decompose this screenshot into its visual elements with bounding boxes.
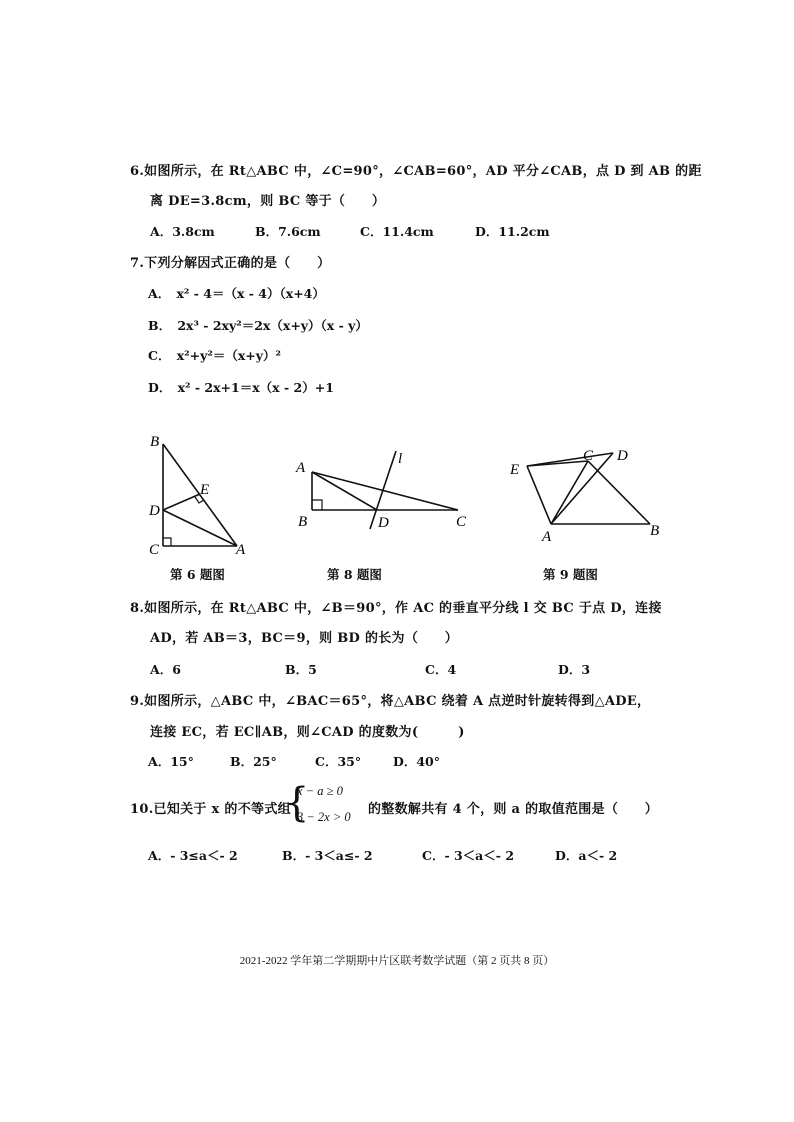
q6-option-d: D．11.2cm	[475, 224, 550, 239]
fig8-label-c: C	[456, 514, 467, 530]
q6-stem-line2: 离 DE=3.8cm，则 BC 等于（ ）	[150, 194, 386, 209]
fig8-right-angle-b	[312, 500, 322, 510]
q8-option-d: D．3	[558, 662, 591, 677]
q7-stem: 7.下列分解因式正确的是（ ）	[130, 256, 331, 271]
q8-option-b: B．5	[285, 662, 317, 677]
q6-stem-line1: 6.如图所示，在 Rt△ABC 中，∠C=90°，∠CAB=60°，AD 平分∠CAB，点 D 到 AB 的距	[130, 164, 702, 179]
q6-option-b: B．7.6cm	[255, 224, 321, 239]
q9-option-b: B．25°	[230, 754, 277, 769]
fig6-line-da	[163, 510, 237, 546]
fig8-label-b: B	[298, 514, 308, 530]
fig9-line-ed	[527, 453, 613, 466]
fig9-label-a: A	[542, 529, 552, 545]
q10-option-b: B．- 3＜a≤- 2	[282, 848, 373, 863]
q10-stem-prefix: 10.已知关于 x 的不等式组	[130, 802, 291, 817]
fig6-label-e: E	[200, 482, 210, 498]
q6-option-c: C．11.4cm	[360, 224, 434, 239]
q10-option-d: D．a＜- 2	[555, 848, 618, 863]
fig6-caption: 第 6 题图	[170, 567, 225, 582]
fig9-label-d: D	[617, 448, 628, 464]
fig6-label-d: D	[149, 503, 160, 519]
figure-6	[140, 430, 260, 560]
fig6-right-angle-c	[163, 538, 171, 546]
figure-9	[500, 440, 670, 550]
fig6-line-de	[163, 494, 200, 510]
q7-option-b: B． 2x³ - 2xy²＝2x（x+y）（x - y）	[148, 318, 368, 333]
q9-option-a: A．15°	[148, 754, 194, 769]
fig9-label-b: B	[650, 523, 660, 539]
fig6-label-c: C	[149, 542, 160, 558]
q8-option-c: C．4	[425, 662, 457, 677]
fig8-line-ac	[312, 472, 458, 510]
q7-option-a: A． x² - 4＝（x - 4）（x+4）	[148, 286, 325, 301]
q7-option-d: D． x² - 2x+1＝x（x - 2）+1	[148, 380, 334, 395]
fig6-label-b: B	[150, 434, 160, 450]
fig8-label-a: A	[296, 460, 306, 476]
fig8-label-d: D	[378, 515, 389, 531]
figure-8	[290, 445, 480, 535]
q10-stem-suffix: 的整数解共有 4 个，则 a 的取值范围是（ ）	[368, 802, 659, 817]
q7-option-c: C． x²+y²＝（x+y）²	[148, 348, 282, 363]
q10-option-a: A．- 3≤a＜- 2	[148, 848, 238, 863]
fig8-label-l: l	[398, 451, 403, 467]
fig6-label-a: A	[236, 542, 246, 558]
fig9-line-cb	[588, 461, 650, 524]
q10-brace: {	[284, 780, 310, 826]
q9-option-d: D．40°	[393, 754, 440, 769]
q9-stem-line2: 连接 EC，若 EC∥AB，则∠CAD 的度数为( )	[150, 725, 465, 740]
q6-option-a: A．3.8cm	[150, 224, 215, 239]
fig9-caption: 第 9 题图	[543, 567, 598, 582]
fig9-label-e: E	[510, 462, 520, 478]
page-footer: 2021-2022 学年第二学期期中片区联考数学试题（第 2 页共 8 页）	[239, 955, 555, 967]
q8-stem-line1: 8.如图所示，在 Rt△ABC 中，∠B＝90°，作 AC 的垂直平分线 l 交 BC 于点 D，连接	[130, 601, 662, 616]
q9-stem-line1: 9.如图所示，△ABC 中，∠BAC＝65°，将△ABC 绕着 A 点逆时针旋转得到△ADE，	[130, 694, 651, 709]
fig9-line-ea	[527, 466, 551, 524]
q10-option-c: C．- 3＜a＜- 2	[422, 848, 515, 863]
q9-option-c: C．35°	[315, 754, 362, 769]
q10-inequality-2: 3 − 2x > 0	[297, 810, 351, 824]
fig9-label-c: C	[583, 448, 594, 464]
q8-option-a: A．6	[150, 662, 181, 677]
fig9-line-ac	[551, 461, 588, 524]
q8-stem-line2: AD，若 AB＝3，BC＝9，则 BD 的长为（ ）	[150, 631, 459, 646]
q10-inequality-1: x − a ≥ 0	[297, 784, 343, 798]
fig8-caption: 第 8 题图	[327, 567, 382, 582]
